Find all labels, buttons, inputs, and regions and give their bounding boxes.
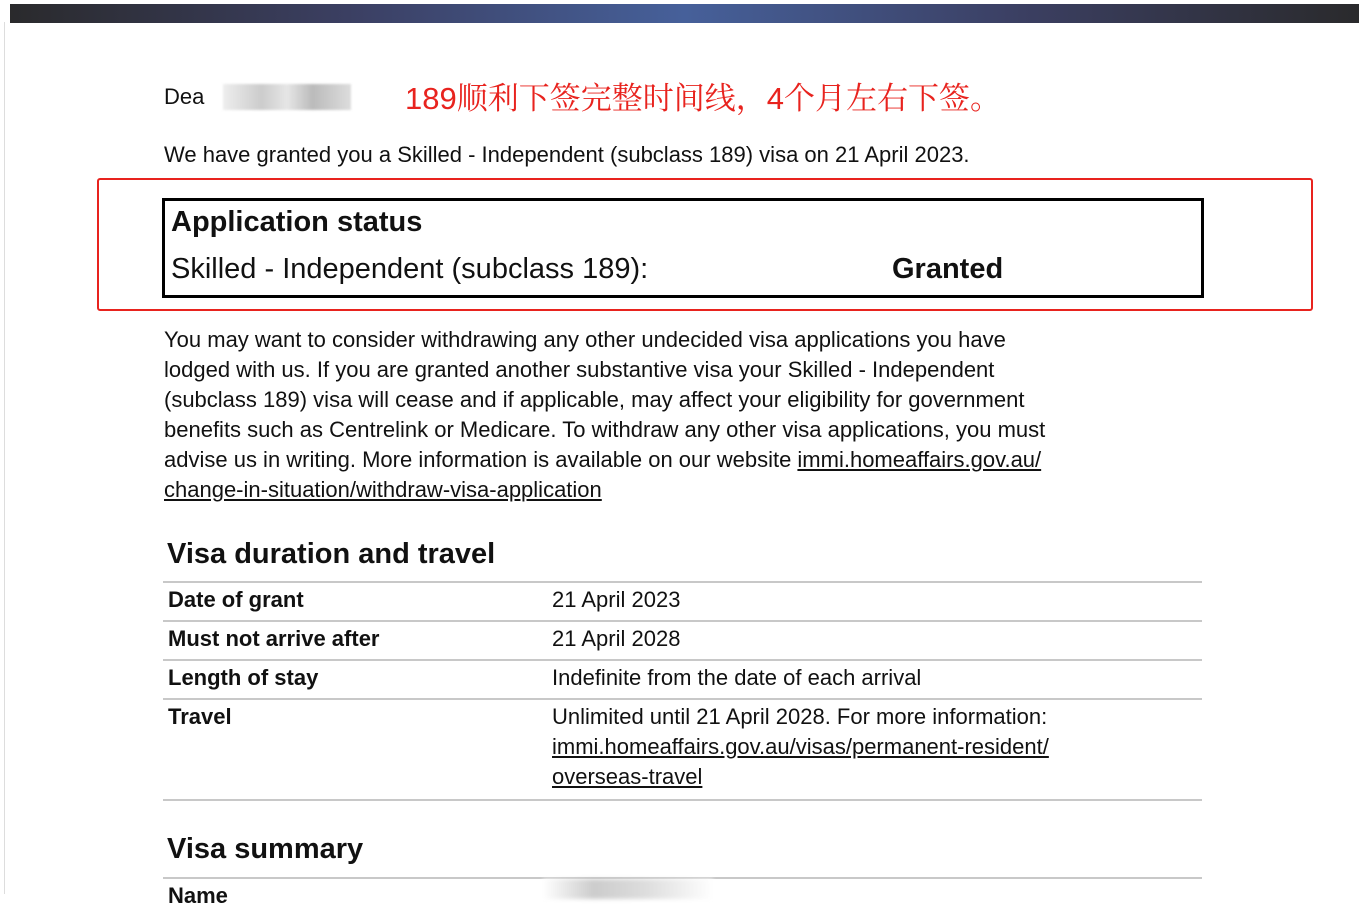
table-row (163, 581, 1202, 620)
header-banner (10, 4, 1359, 23)
row-label: Name (168, 883, 228, 908)
info-paragraph (164, 325, 1045, 505)
info-line: (subclass 189) visa will cease and if applicable, may affect your eligibility for government (164, 387, 1025, 412)
table-row (163, 877, 1202, 908)
withdraw-link[interactable]: immi.homeaffairs.gov.au/ (797, 447, 1042, 472)
travel-link-cont[interactable]: overseas-travel (552, 764, 703, 789)
status-value: Granted (892, 253, 1004, 285)
info-line: advise us in writing. More information is available on our website (164, 447, 798, 472)
row-value: Indefinite from the date of each arrival (552, 665, 922, 690)
row-label: Length of stay (168, 665, 319, 690)
summary-heading: Visa summary (167, 833, 364, 865)
status-title: Application status (171, 206, 423, 238)
greeting: Dea (164, 84, 205, 109)
status-visa: Skilled - Independent (subclass 189): (171, 253, 649, 285)
table-row (163, 659, 1202, 698)
row-value (552, 702, 1049, 792)
duration-heading: Visa duration and travel (167, 538, 496, 570)
travel-text: Unlimited until 21 April 2028. For more information: (552, 704, 1048, 729)
grant-sentence: We have granted you a Skilled - Independent (subclass 189) visa on 21 April 2023. (164, 142, 970, 167)
withdraw-link-cont[interactable]: change-in-situation/withdraw-visa-application (164, 477, 602, 502)
application-status-box (162, 198, 1204, 298)
redacted-name (223, 84, 351, 110)
travel-link[interactable]: immi.homeaffairs.gov.au/visas/permanent-resident/ (552, 734, 1049, 759)
row-value: 21 April 2028 (552, 626, 681, 651)
info-line: benefits such as Centrelink or Medicare. To withdraw any other visa applications, you must (164, 417, 1046, 442)
page-edge (4, 22, 5, 894)
row-value: 21 April 2023 (552, 587, 681, 612)
row-label: Must not arrive after (168, 626, 380, 651)
row-label: Travel (168, 704, 232, 729)
info-line: lodged with us. If you are granted another substantive visa your Skilled - Independent (164, 357, 995, 382)
row-label: Date of grant (168, 587, 304, 612)
redacted-name (543, 879, 713, 899)
table-row (163, 620, 1202, 659)
table-row (163, 698, 1202, 801)
annotation-note: 189顺利下签完整时间线，4个月左右下签。 (405, 81, 1001, 116)
info-line: You may want to consider withdrawing any other undecided visa applications you have (164, 327, 1006, 352)
